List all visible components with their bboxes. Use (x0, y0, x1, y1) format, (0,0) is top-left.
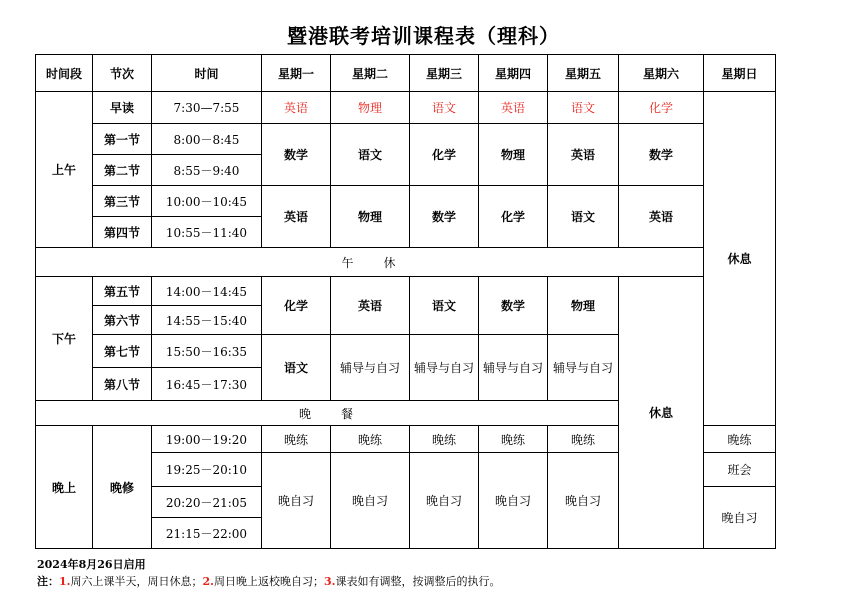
noon-break-row (36, 248, 776, 277)
evening-practice-cell: 晚练 (331, 426, 410, 453)
page-title: 暨港联考培训课程表（理科） (287, 24, 560, 48)
reading-cell: 物理 (331, 92, 410, 124)
subject-cell: 语文 (262, 335, 331, 401)
header-period: 时间段 (36, 55, 93, 92)
note-number: 1. (59, 575, 71, 588)
subject-cell: 化学 (479, 186, 548, 248)
subject-cell: 语文 (410, 277, 479, 335)
sunday-class-meeting: 班会 (704, 453, 776, 487)
session-label: 第七节 (93, 335, 152, 368)
session-label: 第一节 (93, 124, 152, 155)
evening-study-cell: 晚自习 (410, 453, 479, 549)
time-cell: 8:00－8:45 (152, 124, 262, 155)
header-sunday: 星期日 (704, 55, 776, 92)
time-cell: 16:45－17:30 (152, 368, 262, 401)
time-cell: 15:50－16:35 (152, 335, 262, 368)
reading-cell: 语文 (410, 92, 479, 124)
time-cell: 10:00－10:45 (152, 186, 262, 217)
period-evening: 晚上 (36, 426, 93, 549)
subject-cell: 辅导与自习 (548, 335, 619, 401)
sunday-rest: 休息 (704, 92, 776, 426)
header-session: 节次 (93, 55, 152, 92)
subject-cell: 英语 (619, 186, 704, 248)
session-label: 第五节 (93, 277, 152, 306)
reading-cell: 语文 (548, 92, 619, 124)
evening-study-cell: 晚自习 (548, 453, 619, 549)
note-text: 课表如有调整，按调整后的执行。 (335, 575, 501, 588)
evening-practice-cell: 晚练 (262, 426, 331, 453)
header-monday: 星期一 (262, 55, 331, 92)
subject-cell: 物理 (479, 124, 548, 186)
reading-cell: 化学 (619, 92, 704, 124)
time-cell: 7:30—7:55 (152, 92, 262, 124)
subject-cell: 英语 (548, 124, 619, 186)
header-time: 时间 (152, 55, 262, 92)
time-cell: 19:25－20:10 (152, 453, 262, 487)
evening-study-cell: 晚自习 (331, 453, 410, 549)
evening-study-cell: 晚自习 (262, 453, 331, 549)
subject-cell: 数学 (262, 124, 331, 186)
subject-cell: 英语 (262, 186, 331, 248)
time-cell: 10:55－11:40 (152, 217, 262, 248)
note-text: 周六上课半天，周日休息； (70, 575, 203, 588)
header-row (36, 55, 776, 92)
session-label: 第四节 (93, 217, 152, 248)
time-cell: 14:00－14:45 (152, 277, 262, 306)
subject-cell: 辅导与自习 (479, 335, 548, 401)
table-row (36, 277, 776, 306)
subject-cell: 辅导与自习 (410, 335, 479, 401)
time-cell: 8:55－9:40 (152, 155, 262, 186)
subject-cell: 物理 (331, 186, 410, 248)
sunday-study: 晚自习 (704, 487, 776, 549)
subject-cell: 化学 (410, 124, 479, 186)
note-text: 周日晚上返校晚自习； (213, 575, 324, 588)
table-row (36, 124, 776, 155)
subject-cell: 辅导与自习 (331, 335, 410, 401)
saturday-rest: 休息 (619, 277, 704, 549)
footnote (37, 573, 500, 589)
session-label: 第六节 (93, 306, 152, 335)
evening-practice-cell: 晚练 (479, 426, 548, 453)
period-morning: 上午 (36, 92, 93, 248)
dinner-break: 晚 餐 (36, 401, 619, 426)
start-date: 2024年8月26日启用 (37, 558, 146, 571)
note-number: 3. (323, 575, 336, 588)
table-row (36, 92, 776, 124)
header-saturday: 星期六 (619, 55, 704, 92)
table-row (36, 186, 776, 217)
subject-cell: 语文 (331, 124, 410, 186)
header-tuesday: 星期二 (331, 55, 410, 92)
subject-cell: 数学 (619, 124, 704, 186)
schedule-table (35, 54, 776, 549)
evening-practice-cell: 晚练 (548, 426, 619, 453)
reading-cell: 英语 (262, 92, 331, 124)
sunday-practice: 晚练 (704, 426, 776, 453)
time-cell: 20:20－21:05 (152, 487, 262, 518)
noon-break: 午 休 (36, 248, 704, 277)
subject-cell: 英语 (331, 277, 410, 335)
session-label: 第八节 (93, 368, 152, 401)
session-label: 早读 (93, 92, 152, 124)
evening-study-cell: 晚自习 (479, 453, 548, 549)
session-label: 第三节 (93, 186, 152, 217)
subject-cell: 语文 (548, 186, 619, 248)
time-cell: 19:00－19:20 (152, 426, 262, 453)
note-label: 注： (37, 575, 59, 588)
session-label: 晚修 (93, 426, 152, 549)
note-number: 2. (202, 575, 214, 588)
reading-cell: 英语 (479, 92, 548, 124)
subject-cell: 数学 (410, 186, 479, 248)
subject-cell: 化学 (262, 277, 331, 335)
header-wednesday: 星期三 (410, 55, 479, 92)
subject-cell: 物理 (548, 277, 619, 335)
header-friday: 星期五 (548, 55, 619, 92)
evening-practice-cell: 晚练 (410, 426, 479, 453)
time-cell: 21:15－22:00 (152, 518, 262, 549)
time-cell: 14:55－15:40 (152, 306, 262, 335)
session-label: 第二节 (93, 155, 152, 186)
period-afternoon: 下午 (36, 277, 93, 401)
header-thursday: 星期四 (479, 55, 548, 92)
subject-cell: 数学 (479, 277, 548, 335)
